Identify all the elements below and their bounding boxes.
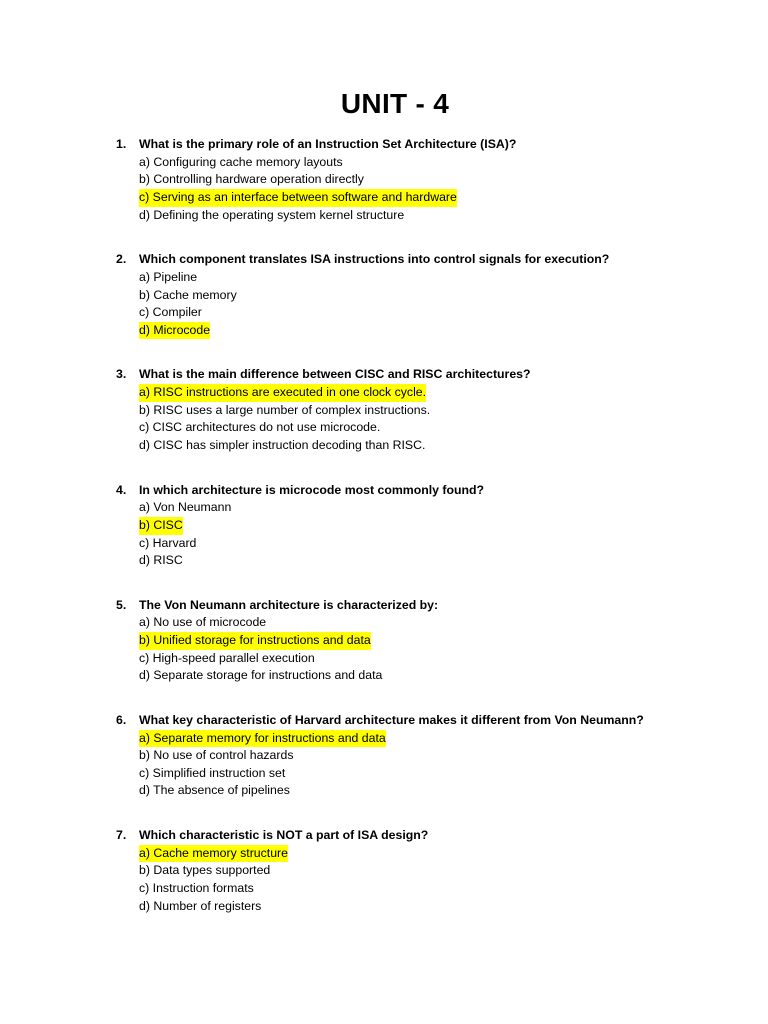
question-number: 5. xyxy=(116,597,127,612)
option-d xyxy=(116,782,756,800)
option-text: a) RISC instructions are executed in one clock cycle. xyxy=(139,384,426,402)
question-item xyxy=(116,251,756,339)
option-c xyxy=(116,650,756,668)
option-b xyxy=(116,402,756,420)
question-number: 7. xyxy=(116,828,127,843)
option-text: b) RISC uses a large number of complex instructions. xyxy=(139,402,431,417)
option-text: a) Von Neumann xyxy=(139,500,232,515)
option-c xyxy=(116,535,756,553)
option-text: a) Cache memory structure xyxy=(139,845,288,863)
option-d xyxy=(116,207,756,225)
option-text: d) Number of registers xyxy=(139,898,262,913)
question-heading xyxy=(116,366,756,384)
option-text: d) Microcode xyxy=(139,322,210,340)
option-text: a) Pipeline xyxy=(139,269,198,284)
option-b xyxy=(116,862,756,880)
option-text: d) CISC has simpler instruction decoding than RISC. xyxy=(139,437,426,452)
option-text: a) No use of microcode xyxy=(139,615,267,630)
option-c xyxy=(116,189,756,207)
question-item xyxy=(116,712,756,800)
question-text: Which characteristic is NOT a part of ISA design? xyxy=(139,828,429,843)
option-a xyxy=(116,154,756,172)
option-c xyxy=(116,880,756,898)
option-text: c) Harvard xyxy=(139,535,197,550)
option-text: d) The absence of pipelines xyxy=(139,783,290,798)
question-heading xyxy=(116,251,756,269)
question-item xyxy=(116,827,756,915)
question-number: 1. xyxy=(116,137,127,151)
option-b xyxy=(116,171,756,189)
option-b xyxy=(116,747,756,765)
option-a xyxy=(116,269,756,287)
question-text: What is the main difference between CISC and RISC architectures? xyxy=(139,367,531,382)
option-text: a) Configuring cache memory layouts xyxy=(139,154,343,169)
question-heading xyxy=(116,136,756,154)
option-b xyxy=(116,632,756,650)
question-text: What is the primary role of an Instruction Set Architecture (ISA)? xyxy=(139,137,517,151)
option-a xyxy=(116,614,756,632)
option-d xyxy=(116,437,756,455)
question-heading xyxy=(116,482,756,500)
option-text: b) Unified storage for instructions and data xyxy=(139,632,371,650)
option-text: b) CISC xyxy=(139,517,183,535)
question-list xyxy=(116,136,756,942)
page-title: UNIT - 4 xyxy=(340,88,450,119)
option-c xyxy=(116,419,756,437)
option-text: d) RISC xyxy=(139,553,183,568)
question-heading xyxy=(116,597,756,615)
option-c xyxy=(116,304,756,322)
option-text: c) High-speed parallel execution xyxy=(139,650,315,665)
option-text: c) Instruction formats xyxy=(139,881,254,896)
question-number: 4. xyxy=(116,482,127,497)
option-text: b) Data types supported xyxy=(139,863,271,878)
option-a xyxy=(116,845,756,863)
option-d xyxy=(116,667,756,685)
option-a xyxy=(116,499,756,517)
question-heading xyxy=(116,712,756,730)
option-text: c) CISC architectures do not use microcode. xyxy=(139,420,381,435)
option-d xyxy=(116,322,756,340)
question-item xyxy=(116,366,756,454)
question-number: 3. xyxy=(116,367,127,382)
option-c xyxy=(116,765,756,783)
option-text: b) Controlling hardware operation directly xyxy=(139,172,364,187)
question-number: 2. xyxy=(116,252,127,267)
option-text: c) Simplified instruction set xyxy=(139,765,286,780)
question-heading xyxy=(116,827,756,845)
option-text: c) Compiler xyxy=(139,305,202,320)
option-b xyxy=(116,287,756,305)
question-text: What key characteristic of Harvard architecture makes it different from Von Neumann? xyxy=(139,712,644,727)
question-text: Which component translates ISA instructions into control signals for execution? xyxy=(139,252,610,267)
option-text: c) Serving as an interface between software and hardware xyxy=(139,189,457,207)
option-text: d) Separate storage for instructions and data xyxy=(139,668,383,683)
option-text: b) Cache memory xyxy=(139,287,237,302)
question-item xyxy=(116,482,756,570)
option-text: d) Defining the operating system kernel structure xyxy=(139,207,405,222)
option-text: b) No use of control hazards xyxy=(139,748,294,763)
option-text: a) Separate memory for instructions and data xyxy=(139,730,386,748)
option-a xyxy=(116,384,756,402)
question-number: 6. xyxy=(116,712,127,727)
question-item xyxy=(116,597,756,685)
question-item xyxy=(116,136,756,224)
option-d xyxy=(116,552,756,570)
option-b xyxy=(116,517,756,535)
question-text: The Von Neumann architecture is characterized by: xyxy=(139,597,439,612)
option-a xyxy=(116,730,756,748)
question-text: In which architecture is microcode most commonly found? xyxy=(139,482,485,497)
option-d xyxy=(116,898,756,916)
